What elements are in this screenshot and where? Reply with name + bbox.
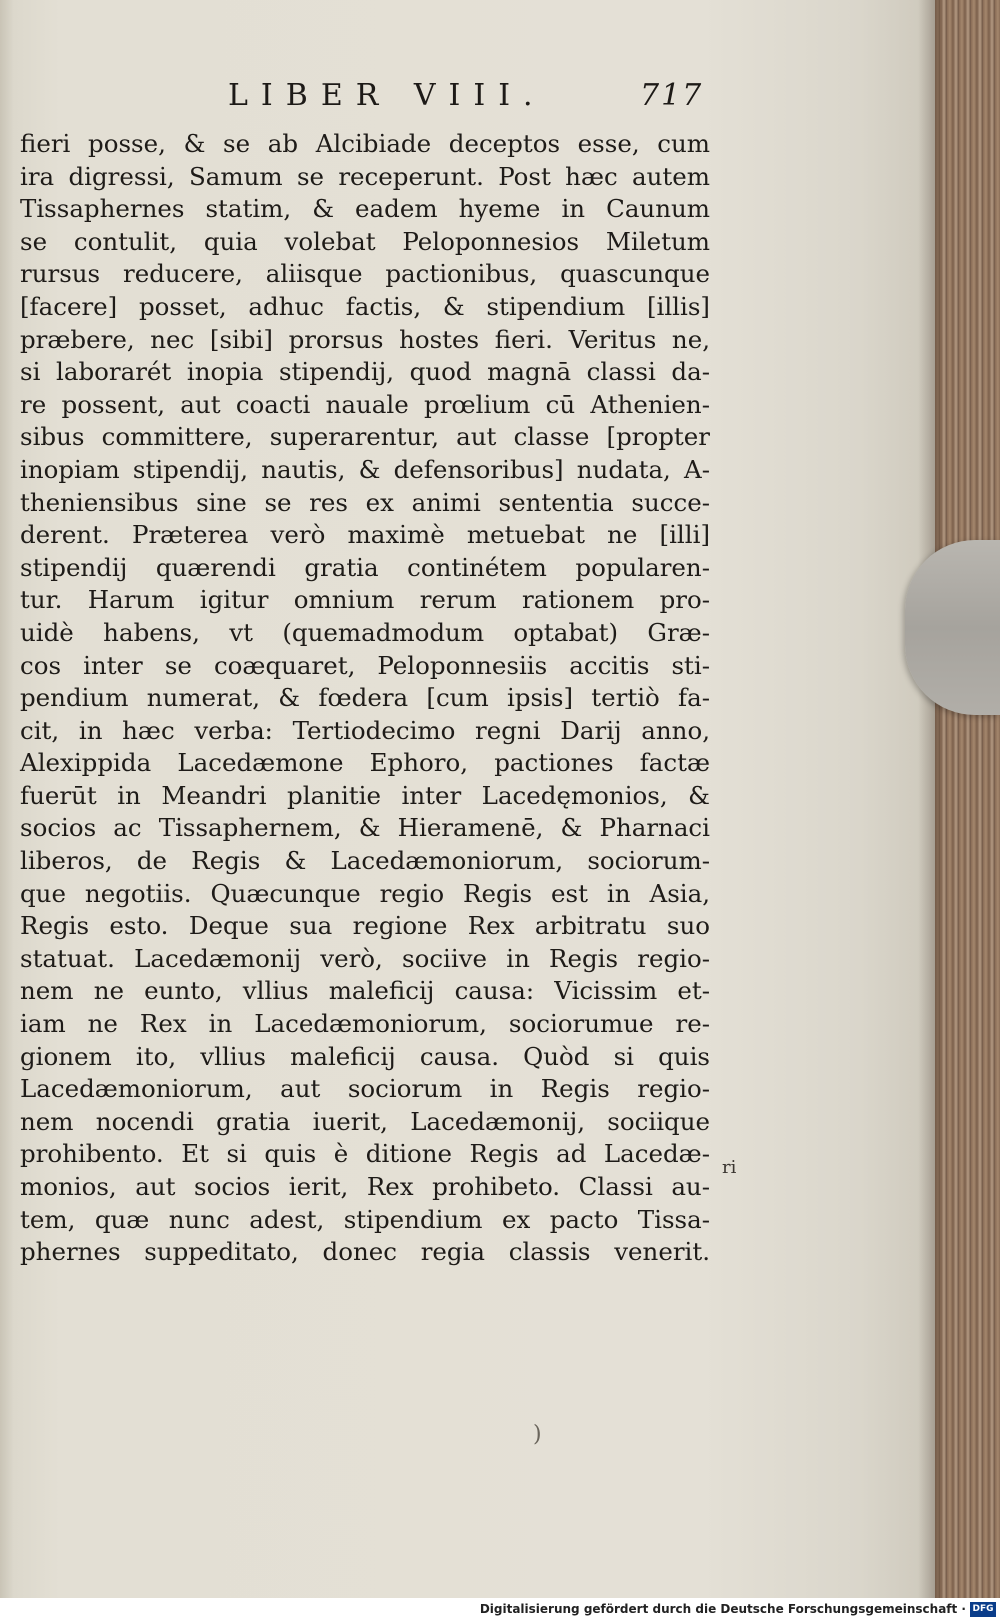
text-line: prohibento. Et si quis è ditione Regis ad Lacedæ- xyxy=(20,1139,710,1169)
text-line: sibus committere, superarentur, aut classe [propter xyxy=(20,422,710,452)
text-line: fuerūt in Meandri planitie inter Lacedęmonios, & xyxy=(20,780,710,810)
text-line: Regis esto. Deque sua regione Rex arbitratu suo xyxy=(20,911,710,941)
text-line: uidè habens, vt (quemadmodum optabat) Græ- xyxy=(20,617,710,647)
book-fore-edge xyxy=(935,0,1000,1598)
text-line: derent. Præterea verò maximè metuebat ne [illi] xyxy=(20,520,710,550)
text-line: stipendij quærendi gratia continétem popularen- xyxy=(20,552,710,582)
funding-credit: Digitalisierung gefördert durch die Deutsche Forschungsgemeinschaft · xyxy=(479,1602,966,1616)
running-title: LIBER VIII. xyxy=(228,78,546,113)
page-edge-shadow xyxy=(918,0,940,1598)
dfg-logo: DFG xyxy=(970,1602,996,1617)
text-line: nem nocendi gratia iuerit, Lacedæmonij, sociique xyxy=(20,1106,710,1136)
text-line: tem, quæ nunc adest, stipendium ex pacto Tissa- xyxy=(20,1204,710,1234)
text-line: pendium numerat, & fœdera [cum ipsis] tertiò fa- xyxy=(20,683,710,713)
text-line: socios ac Tissaphernem, & Hieramenē, & Pharnaci xyxy=(20,813,710,843)
text-line: nem ne eunto, vllius maleficij causa: Vicissim et- xyxy=(20,976,710,1006)
text-line: cit, in hæc verba: Tertiodecimo regni Darij anno, xyxy=(20,715,710,745)
text-line: statuat. Lacedæmonij verò, sociive in Regis regio- xyxy=(20,943,710,973)
text-line: rursus reducere, aliisque pactionibus, quascunque xyxy=(20,259,710,289)
text-line: Alexippida Lacedæmone Ephoro, pactiones factæ xyxy=(20,748,710,778)
text-line: monios, aut socios ierit, Rex prohibeto. Classi au- xyxy=(20,1172,710,1201)
text-line: Tissaphernes statim, & eadem hyeme in Caunum xyxy=(20,194,710,224)
text-line: ira digressi, Samum se receperunt. Post hæc autem xyxy=(20,161,710,191)
text-line: si laborarét inopia stipendij, quod magnā classi da- xyxy=(20,357,710,387)
text-line: re possent, aut coacti nauale prœlium cū Athenien- xyxy=(20,389,710,419)
page-number: 717 xyxy=(640,78,704,113)
text-line: [facere] posset, adhuc factis, & stipendium [illis] xyxy=(20,291,710,321)
text-line: se contulit, quia volebat Peloponnesios Miletum xyxy=(20,226,710,256)
text-line: cos inter se coæquaret, Peloponnesiis accitis sti- xyxy=(20,650,710,680)
stray-mark: ) xyxy=(533,1422,542,1447)
text-line: tur. Harum igitur omnium rerum rationem pro- xyxy=(20,585,710,615)
text-line: theniensibus sine se res ex animi sententia succe- xyxy=(20,487,710,517)
page-header xyxy=(0,78,935,118)
text-line: præbere, nec [sibi] prorsus hostes fieri. Veritus ne, xyxy=(20,324,710,354)
marginal-mark: ri xyxy=(722,1157,737,1178)
text-line: inopiam stipendij, nautis, & defensoribus] nudata, A- xyxy=(20,454,710,484)
text-line: liberos, de Regis & Lacedæmoniorum, sociorum- xyxy=(20,846,710,876)
text-line: gionem ito, vllius maleficij causa. Quòd si quis xyxy=(20,1041,710,1071)
text-line: iam ne Rex in Lacedæmoniorum, sociorumue re- xyxy=(20,1009,710,1039)
body-text xyxy=(20,128,710,1269)
text-line: que negotiis. Quæcunque regio Regis est in Asia, xyxy=(20,878,710,908)
text-line: fieri posse, & se ab Alcibiade deceptos esse, cum xyxy=(20,129,710,158)
digitization-footer xyxy=(0,1598,1000,1624)
text-line: phernes suppeditato, donec regia classis venerit. xyxy=(20,1237,710,1267)
text-line: Lacedæmoniorum, aut sociorum in Regis regio- xyxy=(20,1074,710,1104)
